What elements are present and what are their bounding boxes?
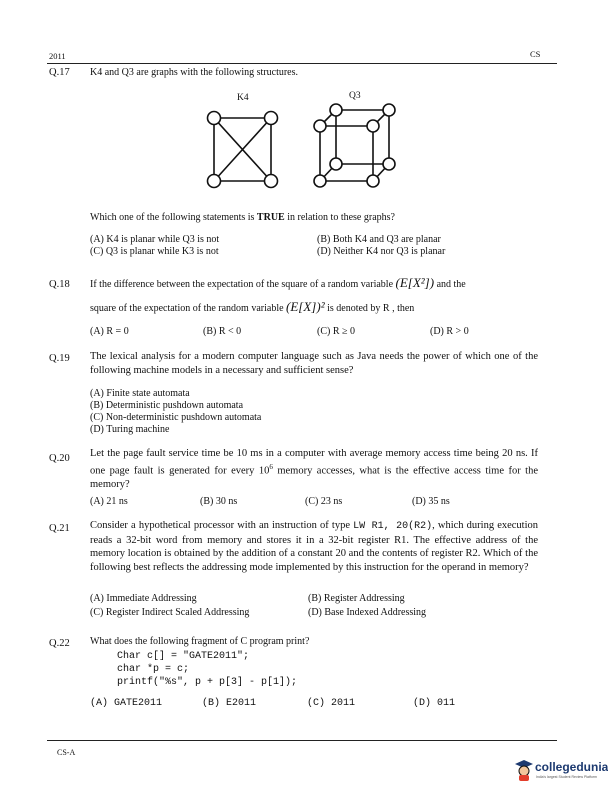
k4-vertex: [265, 175, 278, 188]
k4-vertex: [208, 175, 221, 188]
q3-label: Q3: [349, 91, 361, 101]
k4-vertex: [208, 112, 221, 125]
header-year: 2011: [49, 51, 66, 61]
q3-vertex: [367, 120, 379, 132]
q18-option-c: (C) R ≥ 0: [317, 326, 355, 337]
q18-expr1: (E[X²]): [395, 275, 435, 290]
q19-option-a: (A) Finite state automata: [90, 388, 190, 399]
q17-option-a: (A) K4 is planar while Q3 is not: [90, 234, 220, 245]
q19-text: The lexical analysis for a modern computer language such as Java needs the power of which one of the following machine models in a necessary and sufficient sense?: [90, 351, 538, 376]
q18-line1: If the difference between the expectation of the square of a random variable (E[X²]) and the: [90, 275, 466, 290]
q18-number: Q.18: [49, 279, 70, 290]
q20-option-d: (D) 35 ns: [412, 496, 450, 507]
q3-vertex: [314, 175, 326, 187]
q22-text: What does the following fragment of C program print?: [90, 636, 310, 647]
q20-number: Q.20: [49, 453, 70, 464]
k4-vertex: [265, 112, 278, 125]
q18-line2: square of the expectation of the random variable (E[X])² is denoted by R , then: [90, 299, 415, 314]
q3-vertex: [383, 158, 395, 170]
brand-name: collegedunia: [535, 760, 608, 774]
q3-vertex: [367, 175, 379, 187]
q17-question: Which one of the following statements is TRUE in relation to these graphs?: [90, 212, 395, 223]
q17-option-b: (B) Both K4 and Q3 are planar: [317, 234, 441, 245]
q21-number: Q.21: [49, 523, 70, 534]
collegedunia-logo: [514, 757, 606, 785]
q17-number: Q.17: [49, 67, 70, 78]
q19-option-c: (C) Non-deterministic pushdown automata: [90, 412, 262, 423]
q22-option-a: (A) GATE2011: [90, 698, 163, 709]
q21-option-b: (B) Register Addressing: [308, 593, 405, 604]
q22-option-d: (D) 011: [413, 698, 456, 709]
header-rule: [47, 63, 557, 64]
q17-text: K4 and Q3 are graphs with the following structures.: [90, 67, 299, 78]
graduate-mascot-icon: [514, 759, 534, 781]
q3-vertex: [314, 120, 326, 132]
header-code: CS: [530, 49, 541, 59]
k4-graph: [195, 100, 295, 200]
q19-number: Q.19: [49, 353, 70, 364]
q21-option-d: (D) Base Indexed Addressing: [308, 607, 427, 618]
q22-code-line: char *p = c;: [117, 664, 190, 675]
q22-option-b: (B) E2011: [202, 698, 257, 709]
q20-text: Let the page fault service time be 10 ms in a computer with average memory access time being 20 ns. If one page fault is generated for every $10^6$ memory accesses, what is the effective access time for the memory?: [90, 448, 539, 490]
q18-option-d: (D) R > 0: [430, 326, 469, 337]
q20-option-a: (A) 21 ns: [90, 496, 128, 507]
q19-option-d: (D) Turing machine: [90, 424, 170, 435]
q21-option-c: (C) Register Indirect Scaled Addressing: [90, 607, 250, 618]
q22-code-line: printf("%s", p + p[3] - p[1]);: [117, 677, 298, 688]
q19-option-b: (B) Deterministic pushdown automata: [90, 400, 244, 411]
footer-rule: [47, 740, 557, 741]
q3-vertex: [383, 104, 395, 116]
k4-label: K4: [237, 93, 249, 103]
q22-code-line: Char c[] = "GATE2011";: [117, 651, 250, 662]
q3-vertex: [330, 104, 342, 116]
q21-option-a: (A) Immediate Addressing: [90, 593, 197, 604]
footer-paper-code: CS-A: [57, 748, 76, 757]
brand-tagline: India's largest Student Review Platform: [536, 775, 597, 779]
q17-option-d: (D) Neither K4 nor Q3 is planar: [317, 246, 446, 257]
q21-text: Consider a hypothetical processor with an instruction of type LW R1, 20(R2), which during execution reads a 32-bit word from memory and stores it in a 32-bit register R1. The effective address of the memory location is obtained by the addition of a constant 20 and the contents of register R2. Which of the following best reflects the addressing mode implemented by this instruction for the operand in memory?: [90, 520, 539, 573]
q22-option-c: (C) 2011: [307, 698, 356, 709]
q20-option-c: (C) 23 ns: [305, 496, 343, 507]
q3-graph: [303, 96, 413, 200]
q18-option-b: (B) R < 0: [203, 326, 242, 337]
q20-option-b: (B) 30 ns: [200, 496, 238, 507]
q3-vertex: [330, 158, 342, 170]
q22-number: Q.22: [49, 638, 70, 649]
q17-option-c: (C) Q3 is planar while K3 is not: [90, 246, 219, 257]
q18-option-a: (A) R = 0: [90, 326, 129, 337]
q18-expr2: (E[X])²: [286, 299, 325, 314]
